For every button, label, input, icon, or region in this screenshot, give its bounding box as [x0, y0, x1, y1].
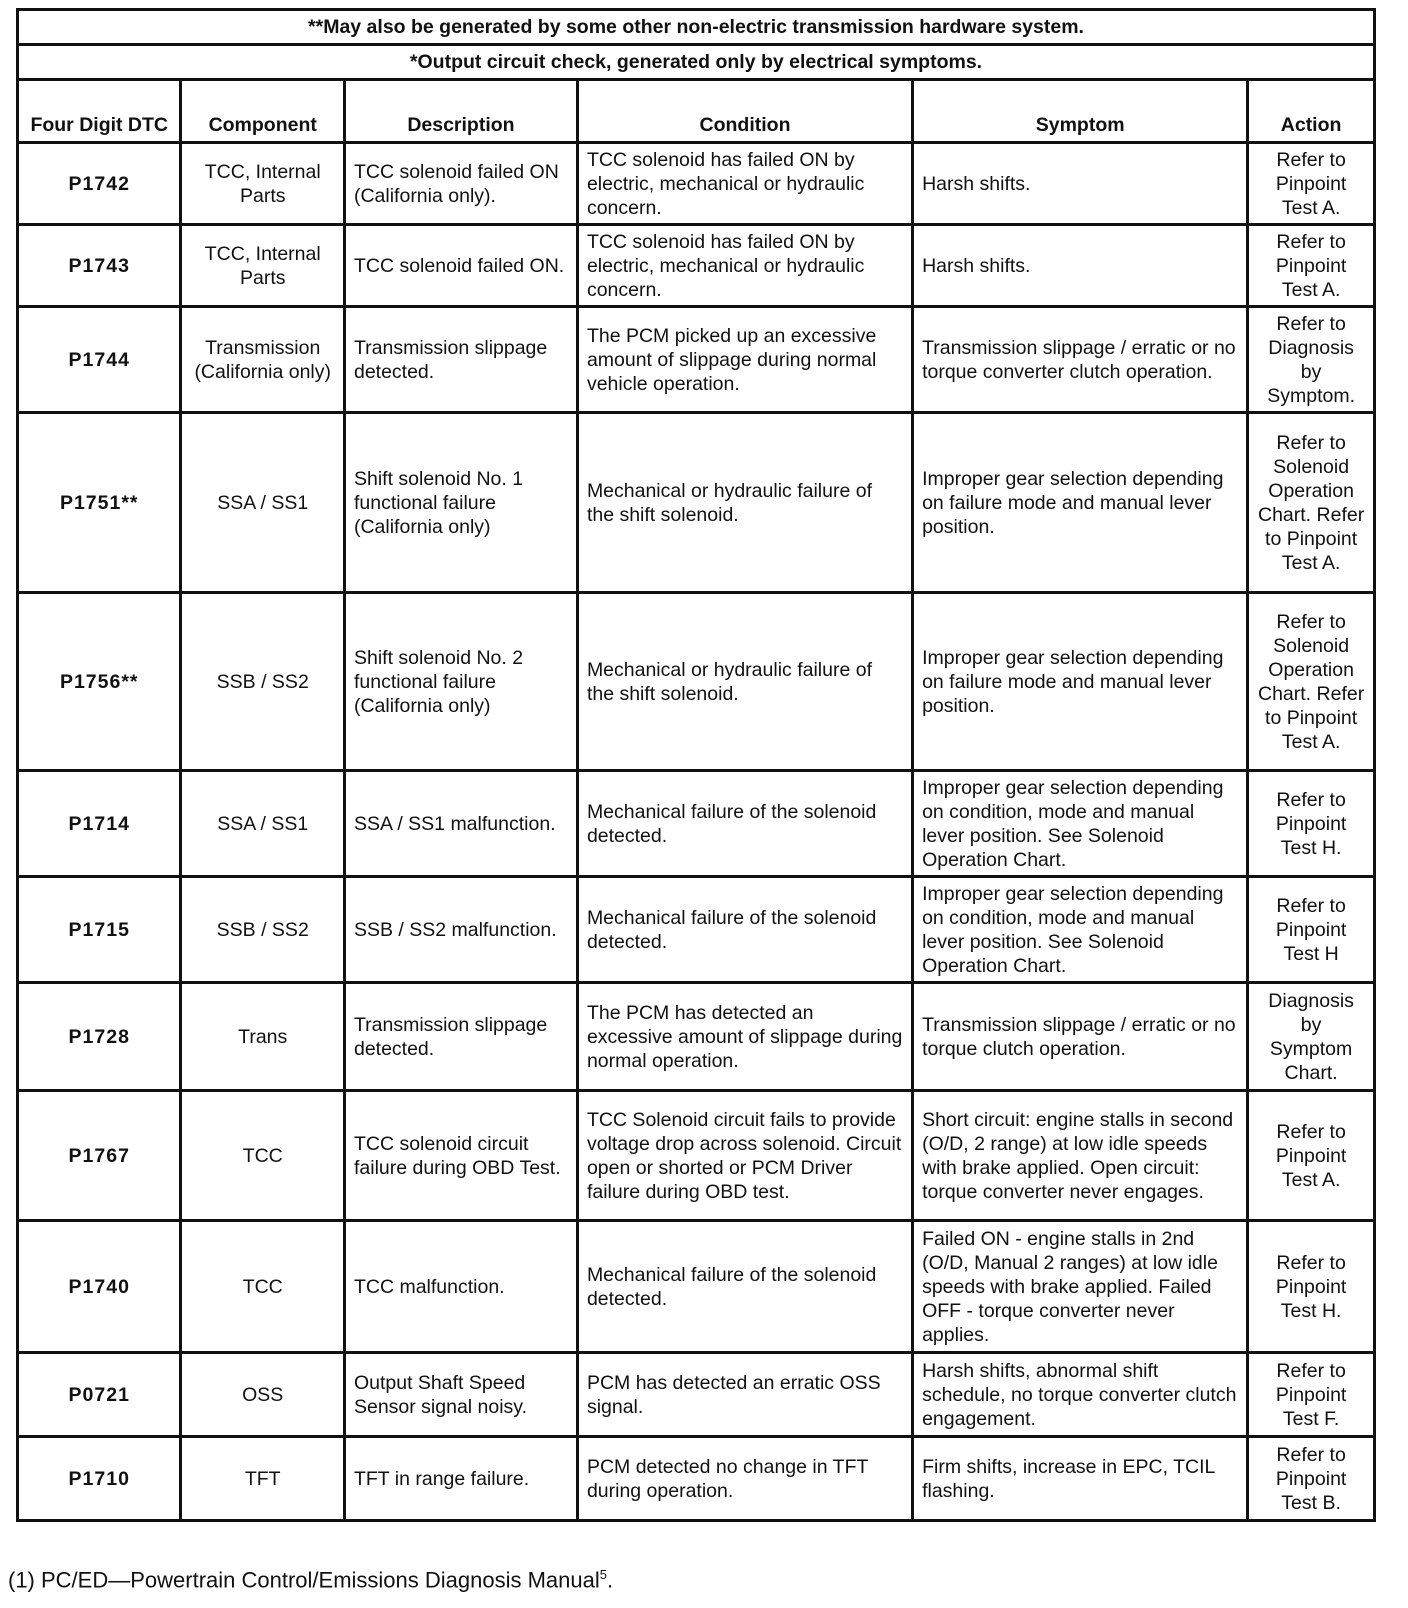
description-cell: SSA / SS1 malfunction. [344, 771, 577, 877]
component-cell: TCC [181, 1221, 344, 1353]
condition-cell: Mechanical failure of the solenoid detected. [577, 1221, 912, 1353]
dtc-code: P1744 [18, 307, 181, 413]
dtc-code: P1740 [18, 1221, 181, 1353]
dtc-code: P1714 [18, 771, 181, 877]
note-row-single-asterisk [18, 45, 1375, 80]
condition-cell: Mechanical or hydraulic failure of the shift solenoid. [577, 413, 912, 593]
component-cell: TCC, Internal Parts [181, 225, 344, 307]
component-cell: SSB / SS2 [181, 593, 344, 771]
symptom-cell: Improper gear selection depending on failure mode and manual lever position. [913, 593, 1248, 771]
header-condition: Condition [577, 80, 912, 143]
action-cell: Refer to Pinpoint Test H. [1248, 1221, 1375, 1353]
action-cell: Refer to Solenoid Operation Chart. Refer to Pinpoint Test A. [1248, 593, 1375, 771]
header-symptom: Symptom [913, 80, 1248, 143]
component-cell: SSA / SS1 [181, 771, 344, 877]
table-row [18, 771, 1375, 877]
table-row [18, 413, 1375, 593]
symptom-cell: Harsh shifts. [913, 225, 1248, 307]
footnote-suffix: . [607, 1567, 614, 1593]
component-cell: TCC, Internal Parts [181, 143, 344, 225]
dtc-code: P1756** [18, 593, 181, 771]
action-cell: Refer to Diagnosis by Symptom. [1248, 307, 1375, 413]
footnote-text: (1) PC/ED—Powertrain Control/Emissions Diagnosis Manual [8, 1567, 600, 1593]
component-cell: Transmission (California only) [181, 307, 344, 413]
dtc-table-sheet [16, 8, 1376, 1522]
table-header-row [18, 80, 1375, 143]
dtc-table [16, 8, 1376, 1522]
component-cell: TFT [181, 1437, 344, 1521]
description-cell: TCC solenoid failed ON (California only). [344, 143, 577, 225]
description-cell: TCC solenoid failed ON. [344, 225, 577, 307]
symptom-cell: Improper gear selection depending on failure mode and manual lever position. [913, 413, 1248, 593]
condition-cell: The PCM has detected an excessive amount of slippage during normal operation. [577, 983, 912, 1091]
component-cell: SSB / SS2 [181, 877, 344, 983]
condition-cell: The PCM picked up an excessive amount of slippage during normal vehicle operation. [577, 307, 912, 413]
symptom-cell: Improper gear selection depending on condition, mode and manual lever position. See Solenoid Operation Chart. [913, 771, 1248, 877]
symptom-cell: Harsh shifts, abnormal shift schedule, no torque converter clutch engagement. [913, 1353, 1248, 1437]
table-row [18, 1091, 1375, 1221]
dtc-rows [18, 143, 1375, 1521]
symptom-cell: Harsh shifts. [913, 143, 1248, 225]
dtc-code: P1710 [18, 1437, 181, 1521]
table-row [18, 1221, 1375, 1353]
description-cell: SSB / SS2 malfunction. [344, 877, 577, 983]
dtc-code: P1742 [18, 143, 181, 225]
dtc-code: P1767 [18, 1091, 181, 1221]
header-action: Action [1248, 80, 1375, 143]
condition-cell: TCC solenoid has failed ON by electric, mechanical or hydraulic concern. [577, 143, 912, 225]
component-cell: TCC [181, 1091, 344, 1221]
symptom-cell: Failed ON - engine stalls in 2nd (O/D, Manual 2 ranges) at low idle speeds with brake applied. Failed OFF - torque converter never applies. [913, 1221, 1248, 1353]
dtc-code: P1743 [18, 225, 181, 307]
footnote [8, 1560, 613, 1595]
action-cell: Diagnosis by Symptom Chart. [1248, 983, 1375, 1091]
symptom-cell: Firm shifts, increase in EPC, TCIL flashing. [913, 1437, 1248, 1521]
dtc-code: P1751** [18, 413, 181, 593]
description-cell: Transmission slippage detected. [344, 307, 577, 413]
action-cell: Refer to Pinpoint Test F. [1248, 1353, 1375, 1437]
table-row [18, 983, 1375, 1091]
table-row [18, 593, 1375, 771]
symptom-cell: Transmission slippage / erratic or no torque converter clutch operation. [913, 307, 1248, 413]
action-cell: Refer to Pinpoint Test A. [1248, 143, 1375, 225]
component-cell: Trans [181, 983, 344, 1091]
dtc-code: P0721 [18, 1353, 181, 1437]
table-row [18, 225, 1375, 307]
action-cell: Refer to Pinpoint Test H [1248, 877, 1375, 983]
header-component: Component [181, 80, 344, 143]
action-cell: Refer to Pinpoint Test H. [1248, 771, 1375, 877]
condition-cell: PCM has detected an erratic OSS signal. [577, 1353, 912, 1437]
condition-cell: PCM detected no change in TFT during operation. [577, 1437, 912, 1521]
symptom-cell: Improper gear selection depending on condition, mode and manual lever position. See Solenoid Operation Chart. [913, 877, 1248, 983]
description-cell: TCC malfunction. [344, 1221, 577, 1353]
note-single-asterisk: *Output circuit check, generated only by electrical symptoms. [18, 45, 1375, 80]
description-cell: Shift solenoid No. 2 functional failure (California only) [344, 593, 577, 771]
description-cell: TCC solenoid circuit failure during OBD Test. [344, 1091, 577, 1221]
condition-cell: Mechanical or hydraulic failure of the shift solenoid. [577, 593, 912, 771]
component-cell: OSS [181, 1353, 344, 1437]
description-cell: TFT in range failure. [344, 1437, 577, 1521]
table-row [18, 143, 1375, 225]
condition-cell: Mechanical failure of the solenoid detected. [577, 771, 912, 877]
symptom-cell: Transmission slippage / erratic or no torque clutch operation. [913, 983, 1248, 1091]
footnote-superscript: 5 [599, 1567, 607, 1582]
dtc-code: P1728 [18, 983, 181, 1091]
dtc-code: P1715 [18, 877, 181, 983]
condition-cell: TCC solenoid has failed ON by electric, mechanical or hydraulic concern. [577, 225, 912, 307]
note-double-asterisk: **May also be generated by some other non-electric transmission hardware system. [18, 10, 1375, 45]
condition-cell: Mechanical failure of the solenoid detected. [577, 877, 912, 983]
action-cell: Refer to Pinpoint Test B. [1248, 1437, 1375, 1521]
description-cell: Output Shaft Speed Sensor signal noisy. [344, 1353, 577, 1437]
component-cell: SSA / SS1 [181, 413, 344, 593]
table-row [18, 307, 1375, 413]
table-row [18, 1437, 1375, 1521]
header-description: Description [344, 80, 577, 143]
condition-cell: TCC Solenoid circuit fails to provide voltage drop across solenoid. Circuit open or shorted or PCM Driver failure during OBD test. [577, 1091, 912, 1221]
action-cell: Refer to Pinpoint Test A. [1248, 225, 1375, 307]
description-cell: Transmission slippage detected. [344, 983, 577, 1091]
table-row [18, 877, 1375, 983]
header-dtc: Four Digit DTC [18, 80, 181, 143]
action-cell: Refer to Pinpoint Test A. [1248, 1091, 1375, 1221]
action-cell: Refer to Solenoid Operation Chart. Refer to Pinpoint Test A. [1248, 413, 1375, 593]
description-cell: Shift solenoid No. 1 functional failure (California only) [344, 413, 577, 593]
symptom-cell: Short circuit: engine stalls in second (O/D, 2 range) at low idle speeds with brake applied. Open circuit: torque converter never engages. [913, 1091, 1248, 1221]
table-row [18, 1353, 1375, 1437]
note-row-double-asterisk [18, 10, 1375, 45]
